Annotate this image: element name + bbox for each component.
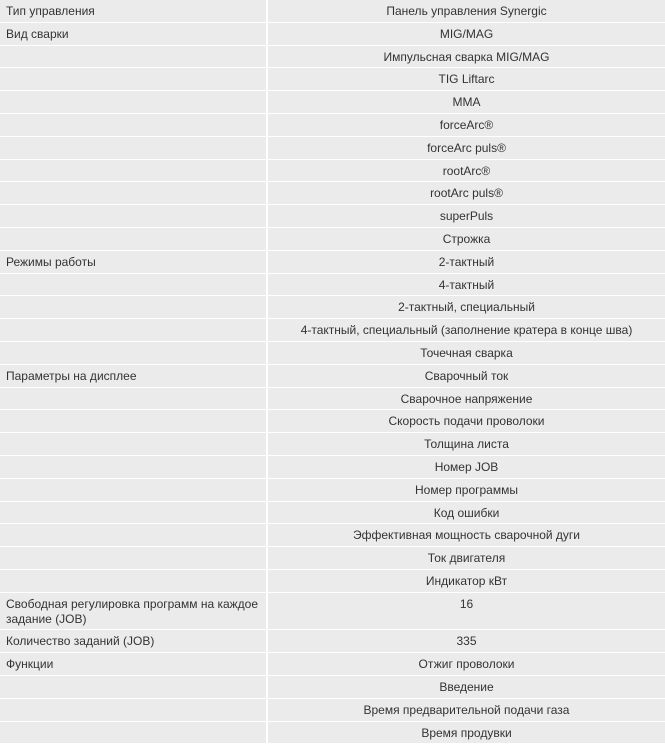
table-row	[0, 273, 665, 296]
row-value: Номер программы	[267, 478, 665, 501]
row-value: rootArc®	[267, 159, 665, 182]
row-label: Функции	[0, 653, 267, 676]
row-label: Тип управления	[0, 0, 267, 22]
row-label: Вид сварки	[0, 22, 267, 45]
row-label	[0, 45, 267, 68]
table-row	[0, 250, 665, 273]
row-label: Свободная регулировка программ на каждое задание (JOB)	[0, 592, 267, 630]
table-row	[0, 227, 665, 250]
row-label	[0, 296, 267, 319]
row-label	[0, 721, 267, 744]
row-value: Номер JOB	[267, 455, 665, 478]
row-value: 335	[267, 630, 665, 653]
row-value: Строжка	[267, 227, 665, 250]
table-row	[0, 45, 665, 68]
row-label	[0, 159, 267, 182]
row-value: 4-тактный	[267, 273, 665, 296]
table-row	[0, 501, 665, 524]
row-label	[0, 675, 267, 698]
row-value: Панель управления Synergic	[267, 0, 665, 22]
row-label	[0, 68, 267, 91]
row-value: Импульсная сварка MIG/MAG	[267, 45, 665, 68]
table-row	[0, 113, 665, 136]
table-row	[0, 410, 665, 433]
row-value: Эффективная мощность сварочной дуги	[267, 524, 665, 547]
row-value: Толщина листа	[267, 433, 665, 456]
row-value: Время продувки	[267, 721, 665, 744]
table-row	[0, 675, 665, 698]
table-row	[0, 721, 665, 744]
row-value: superPuls	[267, 205, 665, 228]
row-label	[0, 136, 267, 159]
row-label	[0, 113, 267, 136]
row-label: Количество заданий (JOB)	[0, 630, 267, 653]
row-value: 16	[267, 592, 665, 630]
row-label	[0, 501, 267, 524]
row-label: Режимы работы	[0, 250, 267, 273]
row-value: Точечная сварка	[267, 341, 665, 364]
row-value: Сварочный ток	[267, 364, 665, 387]
row-value: MMA	[267, 91, 665, 114]
row-value: TIG Liftarc	[267, 68, 665, 91]
row-label	[0, 433, 267, 456]
row-value: Код ошибки	[267, 501, 665, 524]
row-value: 4-тактный, специальный (заполнение кратера в конце шва)	[267, 319, 665, 342]
row-label: Параметры на дисплее	[0, 364, 267, 387]
table-row	[0, 455, 665, 478]
row-value: Скорость подачи проволоки	[267, 410, 665, 433]
row-label	[0, 341, 267, 364]
row-label	[0, 273, 267, 296]
table-row	[0, 319, 665, 342]
table-row	[0, 0, 665, 22]
table-row	[0, 296, 665, 319]
row-value: forceArc puls®	[267, 136, 665, 159]
table-row	[0, 22, 665, 45]
row-value: Введение	[267, 675, 665, 698]
row-value: Индикатор кВт	[267, 569, 665, 592]
row-value: 2-тактный, специальный	[267, 296, 665, 319]
row-label	[0, 182, 267, 205]
table-row	[0, 478, 665, 501]
row-label	[0, 478, 267, 501]
row-value: rootArc puls®	[267, 182, 665, 205]
table-row	[0, 341, 665, 364]
row-value: 2-тактный	[267, 250, 665, 273]
table-row	[0, 182, 665, 205]
row-value: Время предварительной подачи газа	[267, 698, 665, 721]
table-row	[0, 91, 665, 114]
row-label	[0, 698, 267, 721]
table-row	[0, 136, 665, 159]
row-value: MIG/MAG	[267, 22, 665, 45]
row-label	[0, 569, 267, 592]
row-label	[0, 91, 267, 114]
row-label	[0, 205, 267, 228]
row-label	[0, 524, 267, 547]
row-value: Отжиг проволоки	[267, 653, 665, 676]
row-value: Сварочное напряжение	[267, 387, 665, 410]
row-label	[0, 547, 267, 570]
row-label	[0, 387, 267, 410]
row-label	[0, 455, 267, 478]
row-label	[0, 227, 267, 250]
table-row	[0, 698, 665, 721]
table-row	[0, 68, 665, 91]
row-label	[0, 319, 267, 342]
table-row	[0, 159, 665, 182]
table-row	[0, 205, 665, 228]
row-value: Ток двигателя	[267, 547, 665, 570]
table-row	[0, 524, 665, 547]
row-value: forceArc®	[267, 113, 665, 136]
table-row	[0, 547, 665, 570]
table-row	[0, 433, 665, 456]
table-row	[0, 630, 665, 653]
table-row	[0, 387, 665, 410]
table-row	[0, 569, 665, 592]
table-row	[0, 364, 665, 387]
row-label	[0, 410, 267, 433]
table-row	[0, 592, 665, 630]
table-row	[0, 653, 665, 676]
